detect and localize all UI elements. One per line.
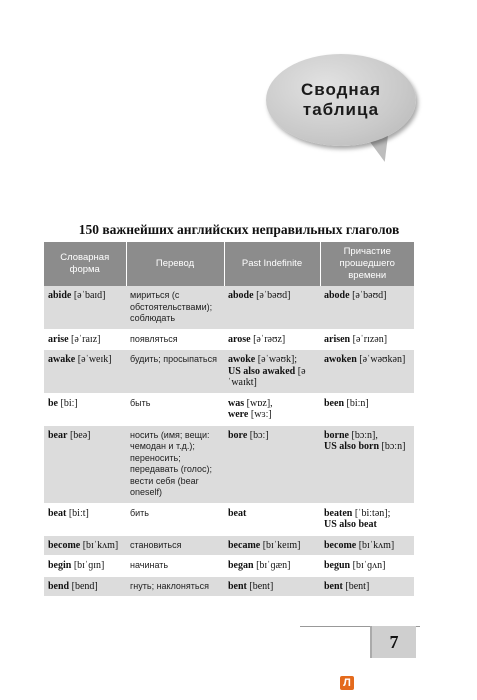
transcription: [əˈweɪk] — [75, 354, 112, 365]
verb-form: US also awaked — [228, 365, 296, 377]
cell-past-participle — [320, 556, 414, 577]
cell-past-participle — [320, 576, 414, 597]
transcription: [bɔːn] — [379, 441, 406, 452]
cell-dictionary-form — [44, 576, 126, 597]
transcription: [biː] — [58, 397, 78, 409]
verb-form: bent — [228, 580, 247, 592]
verb-form: abode — [228, 290, 254, 301]
cell-translation: становиться — [126, 535, 224, 556]
transcription: [ˈbiːtən]; — [352, 507, 391, 519]
verb-form: beaten — [324, 507, 353, 519]
table-title: 150 важнейших английских неправильных глаголов — [78, 222, 400, 237]
table-row — [44, 576, 414, 597]
cell-past-participle — [320, 350, 414, 394]
cell-translation: быть — [126, 393, 224, 425]
transcription: [əˈbəʊd] — [253, 290, 291, 301]
cell-translation: гнуть; наклоняться — [126, 576, 224, 597]
verb-form: bend — [48, 580, 70, 592]
transcription: [biːn] — [344, 397, 369, 409]
cell-past-indefinite — [224, 425, 320, 503]
transcription: [əˈwaɪkt] — [228, 365, 306, 388]
cell-past-indefinite — [224, 503, 320, 535]
transcription: [bɪˈɡʌn] — [350, 560, 386, 571]
verb-form: bore — [228, 429, 248, 441]
transcription: [biːt] — [66, 507, 89, 519]
table-row — [44, 329, 414, 350]
verb-form: arose — [228, 333, 251, 345]
verb-form: arise — [48, 333, 69, 345]
transcription: [əˈbəʊd] — [349, 290, 387, 301]
verb-form: began — [228, 560, 254, 571]
transcription: [əˈwəʊk]; — [255, 354, 298, 365]
table-row — [44, 393, 414, 425]
verb-form: US also beat — [324, 519, 377, 530]
cell-translation: будить; просыпаться — [126, 350, 224, 394]
cell-translation: носить (имя; вещи: чемодан и т.д.); переносить; передавать (голос); вести себя (bear oneself) — [126, 425, 224, 503]
cell-past-participle — [320, 535, 414, 556]
verbs-table — [44, 242, 414, 597]
header-row — [44, 242, 414, 286]
verb-form: US also born — [324, 441, 380, 452]
transcription: [əˈwəʊkən] — [356, 354, 406, 365]
verb-form: arisen — [324, 333, 351, 345]
table-row — [44, 425, 414, 503]
cell-past-participle — [320, 393, 414, 425]
summary-bubble — [266, 54, 424, 164]
cell-translation: начинать — [126, 556, 224, 577]
cell-past-indefinite — [224, 535, 320, 556]
cell-dictionary-form — [44, 393, 126, 425]
verb-form: beat — [48, 507, 67, 519]
cell-past-indefinite — [224, 393, 320, 425]
table-row — [44, 556, 414, 577]
cell-past-participle — [320, 286, 414, 329]
header-past-indefinite: Past Indefinite — [224, 242, 320, 286]
verb-form: become — [48, 539, 81, 551]
transcription: [bɪˈkeɪm] — [260, 539, 301, 551]
transcription: [bɪˈɡɪn] — [71, 560, 105, 571]
header-past-participle: Причастие прошедшего времени — [320, 242, 414, 286]
transcription: [bɪˈkʌm] — [356, 539, 395, 551]
cell-dictionary-form — [44, 350, 126, 394]
verb-form: bear — [48, 429, 68, 441]
verb-form: bent — [324, 580, 343, 592]
transcription: [bɔːn], — [349, 429, 378, 441]
transcription: [əˈrəʊz] — [250, 333, 286, 345]
cell-dictionary-form — [44, 503, 126, 535]
cell-past-participle — [320, 425, 414, 503]
transcription: [wɒz], — [244, 397, 273, 409]
header-translation: Перевод — [126, 242, 224, 286]
verb-form: awoken — [324, 354, 357, 365]
verb-form: begun — [324, 560, 351, 571]
verb-form: borne — [324, 429, 349, 441]
verb-form: begin — [48, 560, 72, 571]
cell-past-participle — [320, 503, 414, 535]
verb-form: became — [228, 539, 261, 551]
transcription: [bend] — [69, 580, 98, 592]
cell-past-indefinite — [224, 286, 320, 329]
cell-dictionary-form — [44, 286, 126, 329]
transcription: [əˈrɪzən] — [350, 333, 388, 345]
cell-past-participle — [320, 329, 414, 350]
verb-form: beat — [228, 507, 247, 519]
table-row — [44, 503, 414, 535]
verb-form: become — [324, 539, 357, 551]
cell-past-indefinite — [224, 556, 320, 577]
table-row — [44, 286, 414, 329]
cell-dictionary-form — [44, 556, 126, 577]
bubble-line-1: Сводная — [300, 80, 382, 99]
litres-logo-icon: Л — [340, 676, 354, 690]
transcription: [bɔː] — [247, 429, 269, 441]
page-number: 7 — [370, 626, 416, 658]
transcription: [beə] — [67, 429, 91, 441]
cell-translation: мириться (с обстоятельствами); соблюдать — [126, 286, 224, 329]
transcription: [bɪˈkʌm] — [80, 539, 119, 551]
cell-dictionary-form — [44, 329, 126, 350]
cell-past-indefinite — [224, 350, 320, 394]
verb-form: be — [48, 397, 58, 409]
cell-past-indefinite — [224, 576, 320, 597]
cell-translation: появляться — [126, 329, 224, 350]
header-dictionary-form: Словарная форма — [44, 242, 126, 286]
verb-form: awoke — [228, 354, 256, 365]
table-row — [44, 350, 414, 394]
cell-past-indefinite — [224, 329, 320, 350]
bubble-body — [266, 54, 416, 146]
transcription: [əˈraɪz] — [68, 333, 101, 345]
bubble-line-2: таблица — [302, 100, 380, 119]
transcription: [bɪˈɡæn] — [253, 560, 291, 571]
cell-dictionary-form — [44, 425, 126, 503]
verb-form: abide — [48, 290, 72, 301]
table-row — [44, 535, 414, 556]
transcription: [wɜː] — [248, 409, 272, 420]
verb-form: was — [228, 397, 245, 409]
verb-form: abode — [324, 290, 350, 301]
transcription: [bent] — [342, 580, 370, 592]
verb-form: awake — [48, 354, 76, 365]
transcription: [bent] — [246, 580, 274, 592]
transcription: [əˈbaɪd] — [71, 290, 106, 301]
cell-translation: бить — [126, 503, 224, 535]
cell-dictionary-form — [44, 535, 126, 556]
verb-form: were — [228, 409, 249, 420]
verb-form: been — [324, 397, 344, 409]
